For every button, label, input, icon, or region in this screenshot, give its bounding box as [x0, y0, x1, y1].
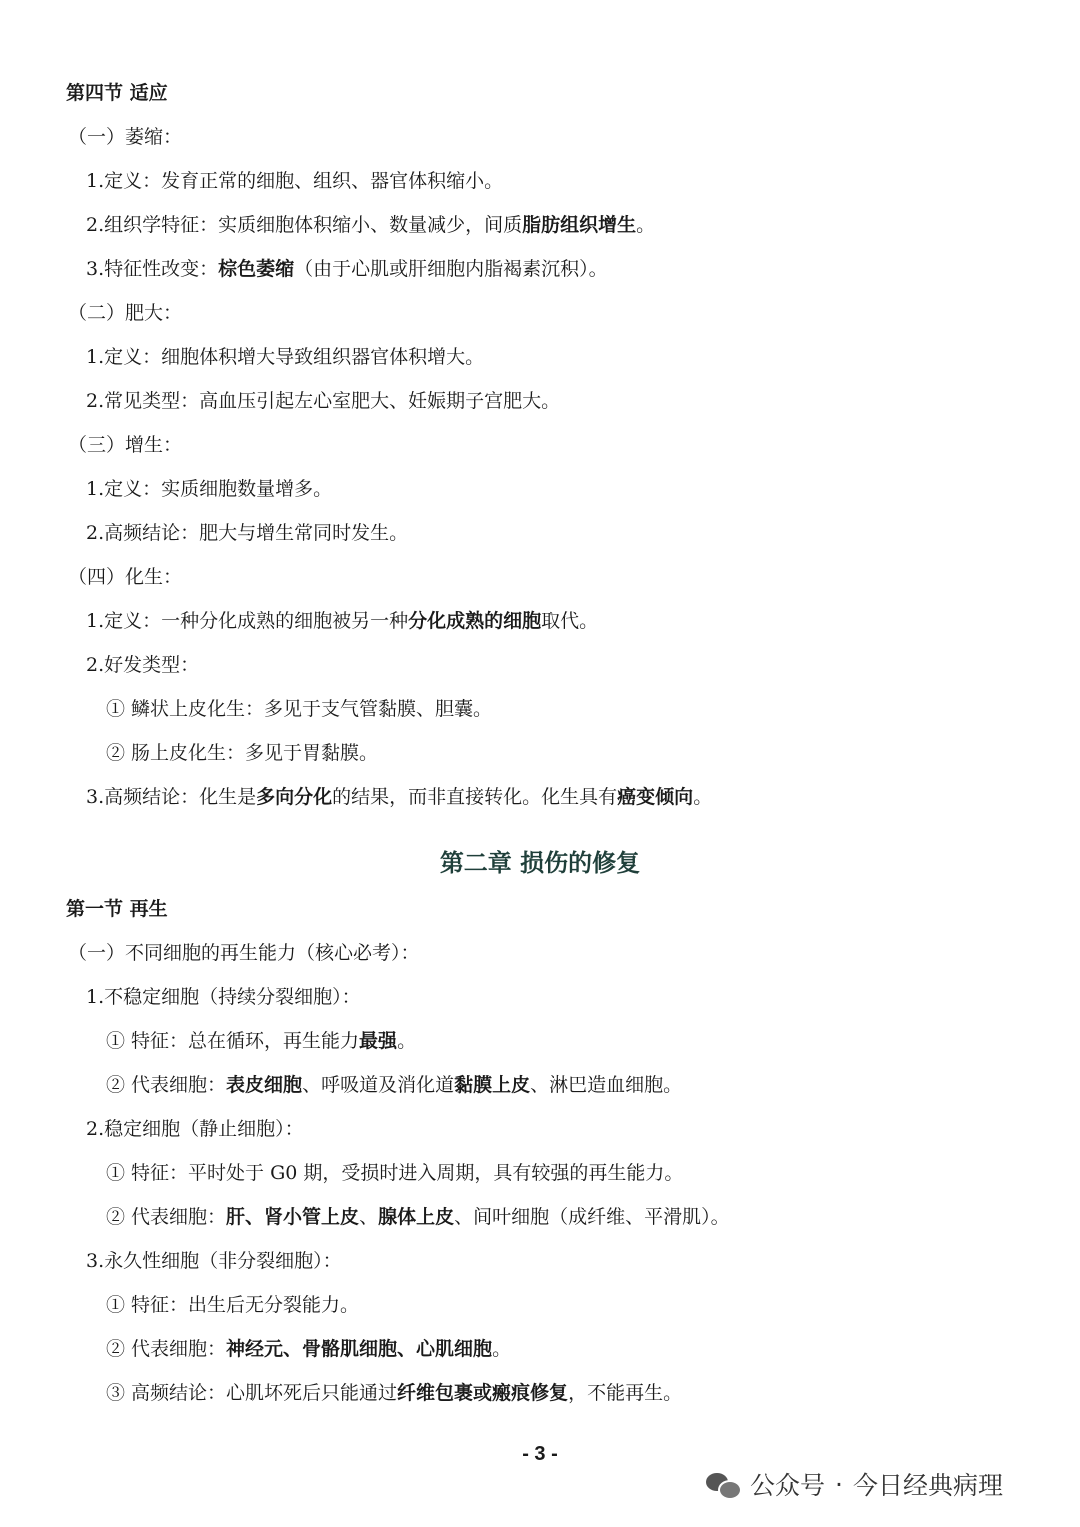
hyperplasia-title: （三）增生：	[68, 434, 183, 456]
text-span: 2.组织学特征：实质细胞体积缩小、数量减少，间质	[86, 214, 523, 236]
text-span: 1.定义：一种分化成熟的细胞被另一种	[86, 610, 409, 632]
text-span: 取代。	[541, 610, 599, 632]
metaplasia-item-3	[86, 785, 712, 809]
atrophy-item-3	[86, 257, 608, 281]
text-span: ② 代表细胞：	[106, 1338, 227, 1360]
bold-term: 表皮细胞	[226, 1074, 303, 1096]
bold-term: 棕色萎缩	[218, 258, 295, 280]
wechat-icon	[706, 1471, 740, 1497]
hyperplasia-item-1: 1.定义：实质细胞数量增多。	[86, 478, 333, 500]
text-span: ② 代表细胞：	[106, 1074, 227, 1096]
section-heading-adaptation: 第四节 适应	[66, 82, 168, 104]
stable-item-b	[106, 1205, 730, 1229]
bold-term: 癌变倾向	[617, 786, 694, 808]
permanent-title: 3.永久性细胞（非分裂细胞）：	[86, 1250, 342, 1272]
watermark-name: 今日经典病理	[852, 1471, 1003, 1500]
atrophy-item-2	[86, 213, 655, 237]
bold-term: 神经元、骨骼肌细胞、心肌细胞	[226, 1338, 493, 1360]
labile-item-a	[106, 1029, 416, 1053]
metaplasia-item-2b: ② 肠上皮化生：多见于胃黏膜。	[106, 742, 379, 764]
metaplasia-item-2: 2.好发类型：	[86, 654, 200, 676]
text-span: 3.特征性改变：	[86, 258, 219, 280]
text-span: ② 代表细胞：	[106, 1206, 227, 1228]
text-span: ③ 高频结论：心肌坏死后只能通过	[106, 1382, 398, 1404]
metaplasia-title: （四）化生：	[68, 566, 183, 588]
watermark	[706, 1464, 1003, 1504]
text-span: 、呼吸道及消化道	[302, 1074, 455, 1096]
text-span: 、淋巴造血细胞。	[530, 1074, 683, 1096]
text-span: （由于心肌或肝细胞内脂褐素沉积）。	[294, 258, 608, 280]
text-span: 。	[397, 1030, 417, 1052]
metaplasia-item-1	[86, 609, 598, 633]
permanent-item-a: ① 特征：出生后无分裂能力。	[106, 1294, 360, 1316]
text-span: 、	[359, 1206, 379, 1228]
permanent-item-b	[106, 1337, 511, 1361]
watermark-separator: ·	[835, 1469, 843, 1499]
text-span: ，不能再生。	[568, 1382, 683, 1404]
chapter-title: 第二章 损伤的修复	[439, 849, 641, 877]
text-span: ① 特征：总在循环，再生能力	[106, 1030, 360, 1052]
bold-term: 肝、肾小管上皮	[226, 1206, 360, 1228]
bold-term: 脂肪组织增生	[522, 214, 637, 236]
bold-term: 腺体上皮	[378, 1206, 455, 1228]
bold-term: 多向分化	[256, 786, 333, 808]
hypertrophy-title: （二）肥大：	[68, 302, 183, 324]
text-span: 。	[693, 786, 713, 808]
text-span: 、间叶细胞（成纤维、平滑肌）。	[454, 1206, 730, 1228]
atrophy-title: （一）萎缩：	[68, 126, 183, 148]
bold-term: 黏膜上皮	[454, 1074, 531, 1096]
labile-title: 1.不稳定细胞（持续分裂细胞）：	[86, 986, 361, 1008]
bold-term: 最强	[359, 1030, 398, 1052]
permanent-item-c	[106, 1381, 682, 1405]
text-span: 3.高频结论：化生是	[86, 786, 257, 808]
stable-title: 2.稳定细胞（静止细胞）：	[86, 1118, 304, 1140]
regen-title: （一）不同细胞的再生能力（核心必考）：	[68, 942, 420, 964]
text-span: 。	[636, 214, 656, 236]
text-span: 的结果，而非直接转化。化生具有	[332, 786, 618, 808]
page-number: - 3 -	[522, 1443, 558, 1465]
bold-term: 纤维包裹或瘢痕修复	[397, 1382, 569, 1404]
hypertrophy-item-1: 1.定义：细胞体积增大导致组织器官体积增大。	[86, 346, 485, 368]
hypertrophy-item-2: 2.常见类型：高血压引起左心室肥大、妊娠期子宫肥大。	[86, 390, 561, 412]
bold-term: 分化成熟的细胞	[408, 610, 542, 632]
labile-item-b	[106, 1073, 682, 1097]
section-heading-regeneration: 第一节 再生	[66, 898, 168, 920]
stable-item-a: ① 特征：平时处于 G0 期，受损时进入周期，具有较强的再生能力。	[106, 1162, 684, 1184]
atrophy-item-1: 1.定义：发育正常的细胞、组织、器官体积缩小。	[86, 170, 504, 192]
text-span: 。	[492, 1338, 512, 1360]
hyperplasia-item-2: 2.高频结论：肥大与增生常同时发生。	[86, 522, 409, 544]
watermark-account: 公众号	[750, 1471, 826, 1500]
metaplasia-item-2a: ① 鳞状上皮化生：多见于支气管黏膜、胆囊。	[106, 698, 493, 720]
